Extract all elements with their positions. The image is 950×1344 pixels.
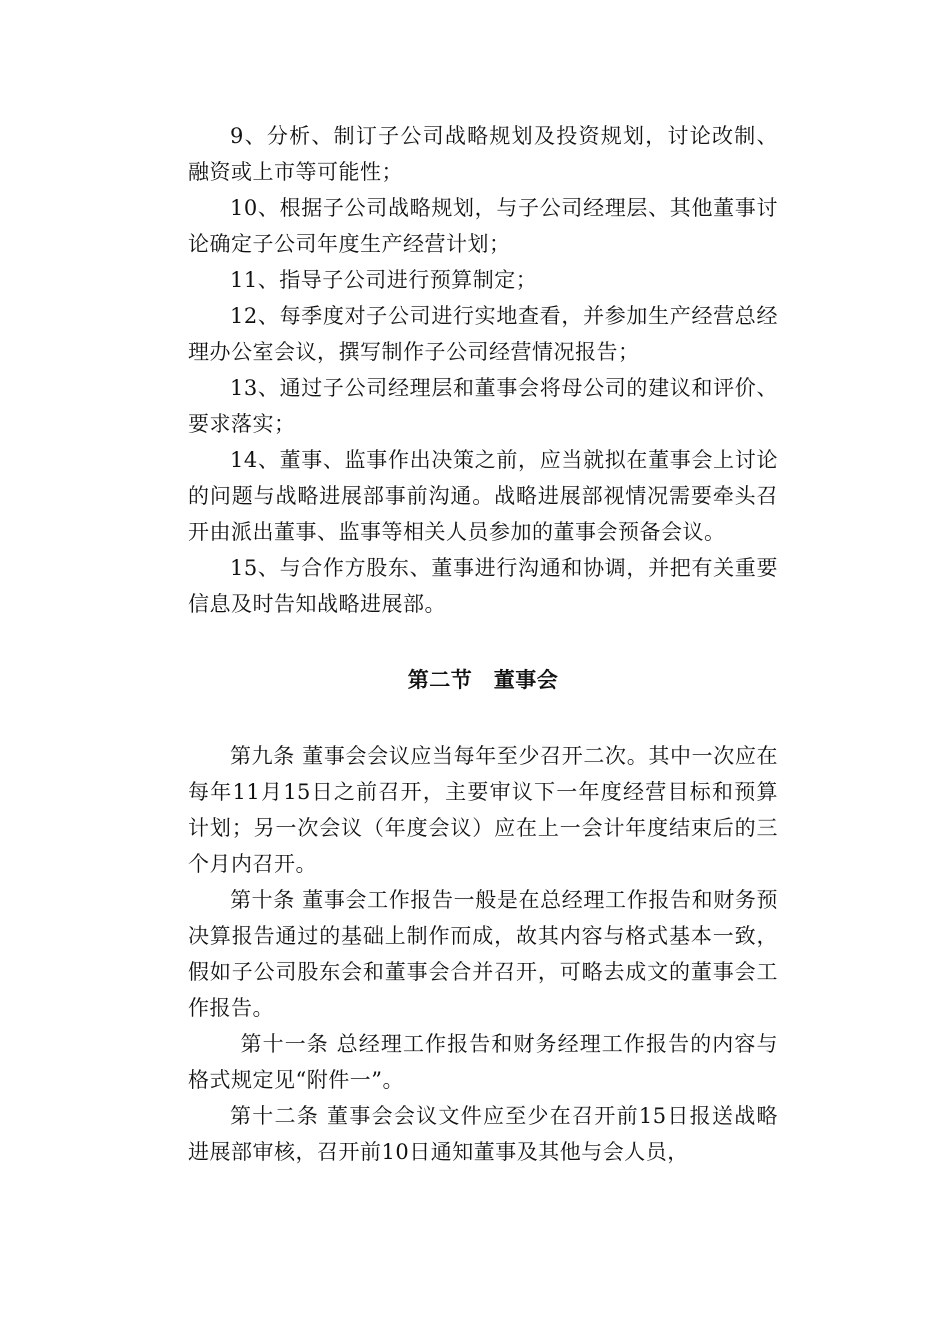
article-9: 第九条 董事会会议应当每年至少召开二次。其中一次应在每年11月15日之前召开，主要审议下一年度经营目标和预算计划；另一次会议（年度会议）应在上一会计年度结束后的三个月内召开。 (188, 744, 778, 876)
article-11: 第十一条 总经理工作报告和财务经理工作报告的内容与格式规定见“附件一”。 (188, 1032, 778, 1092)
list-item-12: 12、每季度对子公司进行实地查看，并参加生产经营总经理办公室会议，撰写制作子公司经营情况报告； (188, 304, 778, 364)
article-10: 第十条 董事会工作报告一般是在总经理工作报告和财务预决算报告通过的基础上制作而成，故其内容与格式基本一致，假如子公司股东会和董事会合并召开，可略去成文的董事会工作报告。 (188, 888, 778, 1020)
list-item-9: 9、分析、制订子公司战略规划及投资规划，讨论改制、融资或上市等可能性； (188, 124, 778, 184)
section-title: 第二节 董事会 (407, 668, 559, 692)
article-12: 第十二条 董事会会议文件应至少在召开前15日报送战略进展部审核，召开前10日通知董事及其他与会人员， (188, 1104, 778, 1164)
list-item-10: 10、根据子公司战略规划，与子公司经理层、其他董事讨论确定子公司年度生产经营计划； (188, 196, 778, 256)
list-item-15: 15、与合作方股东、董事进行沟通和协调，并把有关重要信息及时告知战略进展部。 (188, 556, 778, 616)
list-item-13: 13、通过子公司经理层和董事会将母公司的建议和评价、要求落实； (188, 376, 778, 436)
list-item-14: 14、董事、监事作出决策之前，应当就拟在董事会上讨论的问题与战略进展部事前沟通。战略进展部视情况需要牵头召开由派出董事、监事等相关人员参加的董事会预备会议。 (188, 448, 778, 544)
list-item-11: 11、指导子公司进行预算制定； (230, 268, 538, 292)
document-page (188, 118, 778, 1170)
